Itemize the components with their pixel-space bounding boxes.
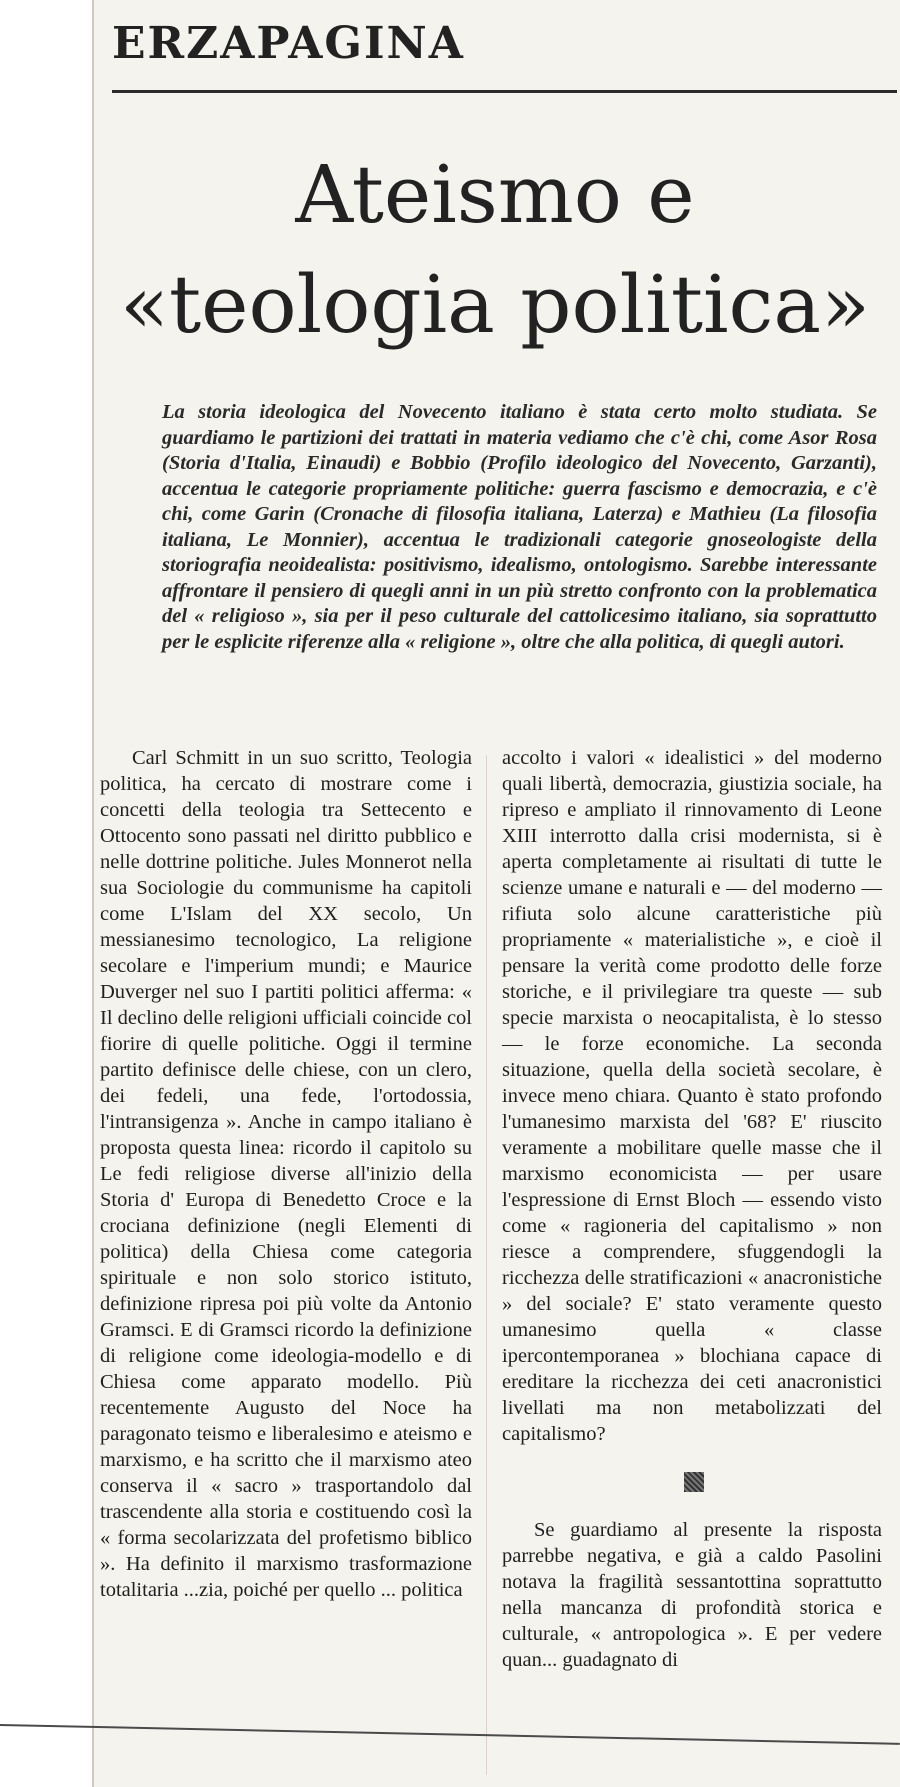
section-header: ERZAPAGINA xyxy=(112,18,465,69)
left-column-text: Carl Schmitt in un suo scritto, Teologia politica, ha cercato di mostrare come i concetti della teologia tra Settecento e Ottocento sono passati nel diritto pubblico e nelle dottrine politiche. Jules Monnerot nella sua Sociologie du communisme ha capitoli come L'Islam del XX secolo, Un messianesimo tecnologico, La religione secolare e l'imperium mundi; e Maurice Duverger nel suo I partiti politici afferma: « Il declino delle religioni ufficiali coincide col fiorire di quelle politiche. Oggi il termine partito definisce delle chiese, con un clero, dei fedeli, una fede, l'ortodossia, l'intransigenza ». Anche in campo italiano è proposta questa linea: ricordo il capitolo su Le fedi religiose diverse all'inizio della Storia d' Europa di Benedetto Croce e la crociana definizione (negli Elementi di politica) della Chiesa come categoria spirituale e non solo storico istituto, definizione ripresa poi più volte da Antonio Gramsci. E di Gramsci ricordo la definizione di religione come ideologia-modello e di Chiesa come apparato modello. Più recentemente Augusto del Noce ha paragonato teismo e liberalesimo e ateismo e marxismo, e ha scritto che il marxismo ateo conserva il « sacro » trasportandolo dal trascendente alla storia e costituendo così la « forma secolarizzata del profetismo biblico ». Ha definito il marxismo trasformazione totalitaria ...zia, poiché per quello ... politica xyxy=(100,747,472,1601)
title-line-1: Ateismo e xyxy=(295,148,695,241)
header-rule xyxy=(112,90,897,93)
intro-paragraph xyxy=(162,400,877,655)
intro-text: La storia ideologica del Novecento italiano è stata certo molto studiata. Se guardiamo le partizioni dei trattati in materia vediamo che c'è chi, come Asor Rosa (Storia d'Italia, Einaudi) e Bobbio (Profilo ideologico del Novecento, Garzanti), accentua le categorie propriamente politiche: guerra fascismo e democrazia, e c'è chi, come Garin (Cronache di filosofia italiana, Laterza) e Mathieu (La filosofia italiana, Le Monnier), accentua le tradizionali categorie gnoseologiste della storiografia neoidealista: positivismo, idealismo, ontologismo. Sarebbe interessante affrontare il pensiero di quegli anni in un più stretto confronto con la problematica del « religioso », sia per il peso culturale del cattolicesimo italiano, sia soprattutto per le esplicite riferenze alla « religione », oltre che alla politica, di quegli autori. xyxy=(162,401,877,653)
column-divider xyxy=(486,755,487,1775)
left-column xyxy=(100,745,472,1603)
section-ornament-icon xyxy=(684,1472,704,1492)
article-title xyxy=(100,140,890,360)
page-edge xyxy=(92,0,94,1787)
title-line-2: «teologia politica» xyxy=(120,258,870,351)
right-column-text-1: accolto i valori « idealistici » del moderno quali libertà, democrazia, giustizia sociale, ha ripreso e ampliato il rinnovamento di Leone XIII interrotto dalla crisi modernista, si è aperta completamente ai risultati di tutte le scienze umane e naturali e — del moderno — rifiuta solo alcune caratteristiche più propriamente « materialistiche », e cioè il pensare la verità come prodotto delle forze storiche, e il privilegiare tra queste — sub specie marxista o neocapitalista, è lo stesso — le forze economiche. La seconda situazione, quella della società secolare, è invece meno chiara. Quanto è stato profondo l'umanesimo marxista del '68? E' riuscito veramente a mobilitare quelle masse che il marxismo economicista — per usare l'espressione di Ernst Bloch — essendo visto come « ragioneria del capitalismo » non riesce a comprendere, sfuggendogli la ricchezza delle stratificazioni « anacronistiche » del sociale? E' stato veramente questo umanesimo quella « classe ipercontemporanea » blochiana capace di ereditare la ricchezza dei ceti anacronistici livellati ma non metabolizzati del capitalismo? xyxy=(502,747,882,1445)
right-column-text-2: Se guardiamo al presente la risposta parrebbe negativa, e già a caldo Pasolini notava la fragilità sessantottina soprattutto nella mancanza di profondità storica e culturale, « antropologica ». E per vedere quan... guadagnato di xyxy=(502,1519,882,1671)
right-column xyxy=(502,745,882,1673)
